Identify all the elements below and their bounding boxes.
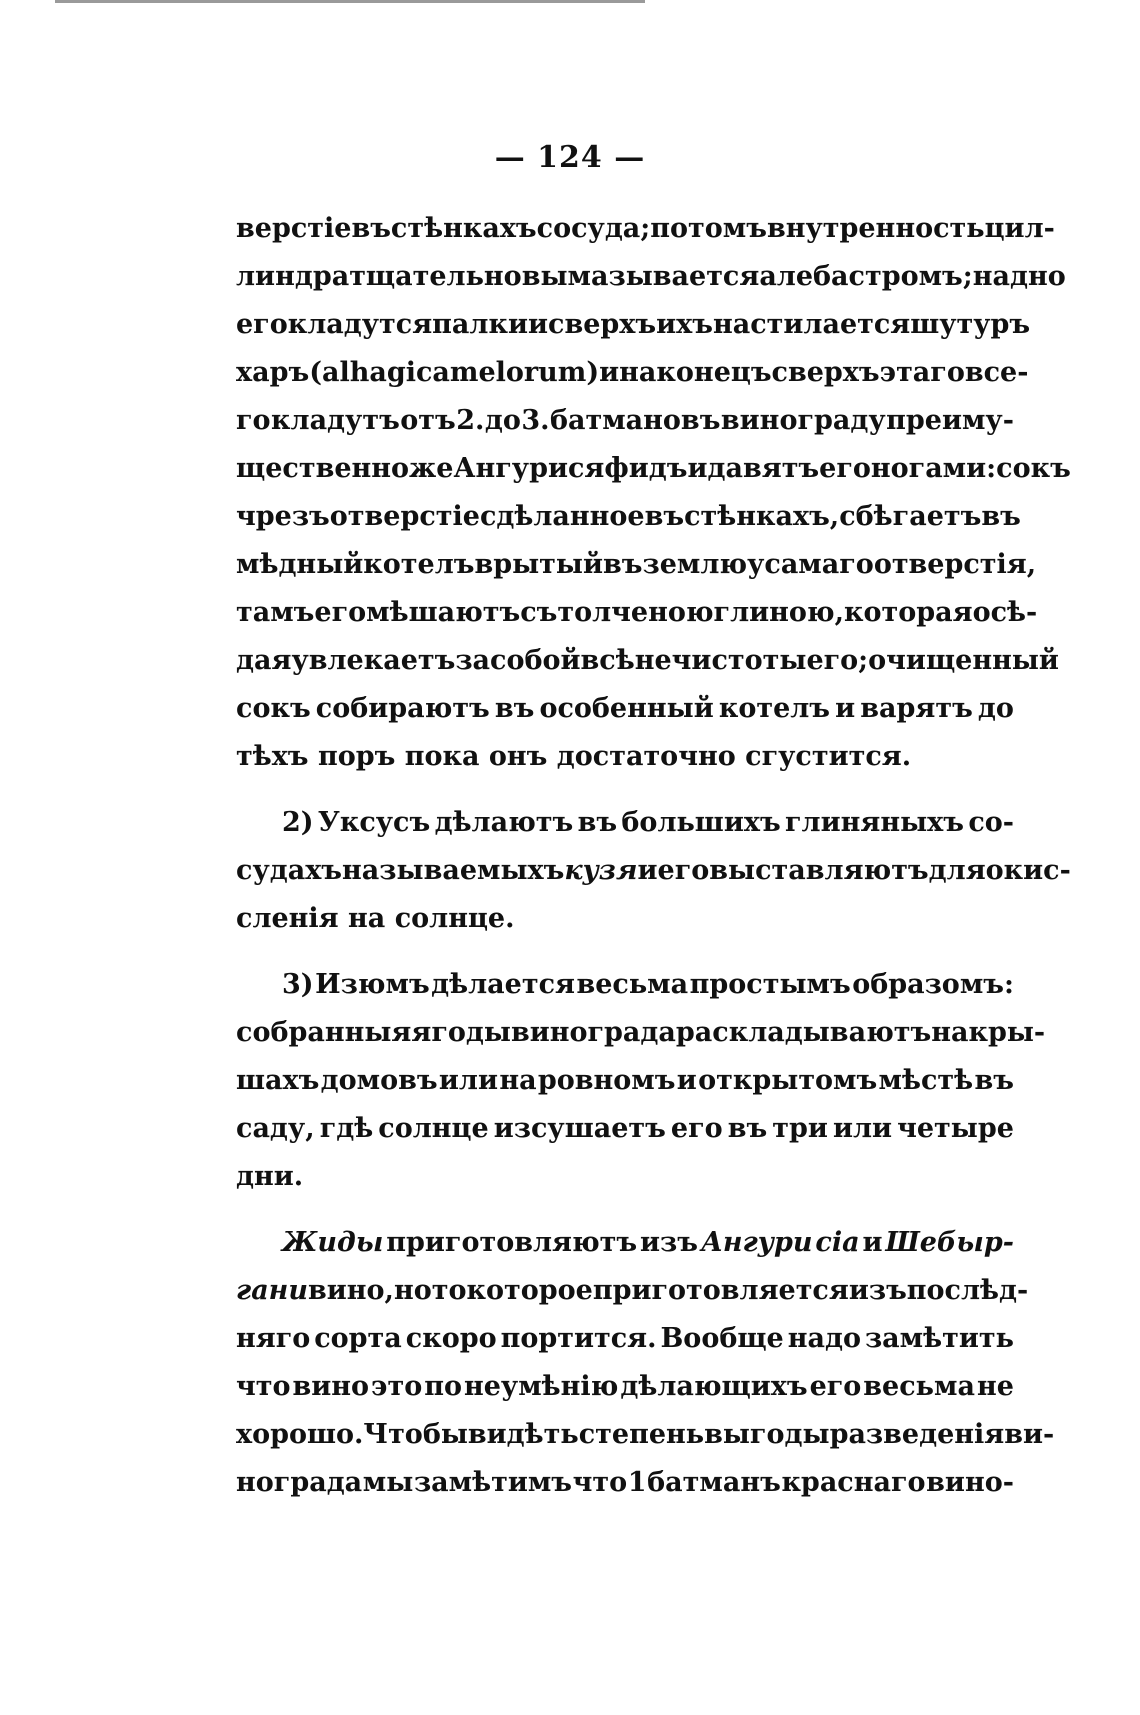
text-line: няго сорта скоро портится. Вообще надо замѣтить (236, 1323, 1014, 1354)
text-line: щественно же Ангурисяфидъ и давятъ его ногами: сокъ (236, 453, 1071, 484)
text-line: тамъ его мѣшаютъ съ толченою глиною, которая осѣ- (236, 597, 1038, 628)
paragraph-wine (236, 1219, 1055, 1507)
text-line: тѣхъ поръ пока онъ достаточно сгустится. (236, 741, 912, 772)
text-line: нограда мы замѣтимъ что 1 батманъ краснаго вино- (236, 1467, 1014, 1498)
paragraph-grape-press (236, 205, 1071, 781)
text-line: его кладутся палки и сверхъ ихъ настилается шутуръ (236, 309, 1031, 340)
text-line: верстіе въ стѣнкахъ сосуда; потомъ внутренность цил- (236, 213, 1055, 244)
text-line: саду, гдѣ солнце изсушаетъ его въ три или четыре (236, 1113, 1014, 1144)
page-number: — 124 — (494, 140, 646, 175)
page-body (236, 205, 1071, 1507)
page-top-edge-rule (55, 0, 645, 3)
text-line: линдра тщательно вымазывается алебастромъ; на дно (236, 261, 1066, 292)
text-line: го кладутъ отъ 2. до 3. батмановъ винограду преиму- (236, 405, 1014, 436)
text-line: сленія на солнце. (236, 903, 515, 934)
text-line: дни. (236, 1161, 304, 1192)
text-line: 2) Уксусъ дѣлаютъ въ большихъ глиняныхъ со- (282, 807, 1014, 838)
text-line: харъ (alhagi camelorum) и наконецъ сверхъ этаго все- (236, 357, 1029, 388)
paragraph-raisins (236, 961, 1046, 1201)
text-line: хорошо. Чтобы видѣть степень выгоды разведенія ви- (236, 1419, 1055, 1450)
text-line: 3) Изюмъ дѣлается весьма простымъ образомъ: (282, 969, 1014, 1000)
text-line: судахъ называемыхъ кузя и его выставляютъ для окис- (236, 855, 1071, 886)
text-line: собранныя ягоды винограда раскладываютъ на кры- (236, 1017, 1046, 1048)
text-line: шахъ домовъ или на ровномъ и открытомъ мѣстѣ въ (236, 1065, 1014, 1096)
text-line: Жиды приготовляютъ изъ Ангури сіа и Шебыр- (282, 1227, 1014, 1258)
text-line: что вино это по неумѣнію дѣлающихъ его весьма не (236, 1371, 1014, 1402)
paragraph-vinegar (236, 799, 1071, 943)
text-line: гани вино, но то которое приготовляется изъ послѣд- (236, 1275, 1029, 1306)
text-line: чрезъ отверстіе сдѣланное въ стѣнкахъ, сбѣгаетъ въ (236, 501, 1021, 532)
text-line: сокъ собираютъ въ особенный котелъ и варятъ до (236, 693, 1014, 724)
text-line: дая увлекаетъ за собой всѣ нечистоты его; очищенный (236, 645, 1059, 676)
text-line: мѣдный котелъ врытый въ землю у самаго отверстія, (236, 549, 1037, 580)
